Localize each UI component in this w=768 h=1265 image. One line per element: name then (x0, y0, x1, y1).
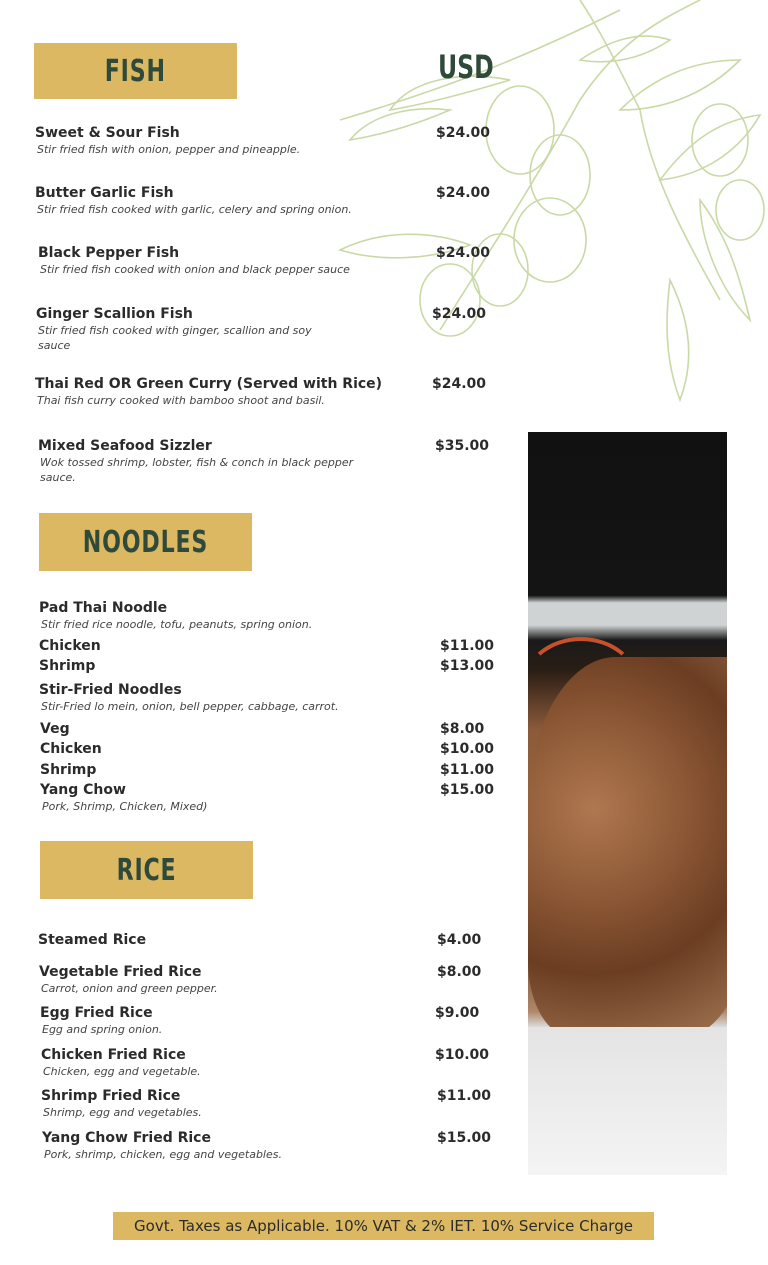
noodles-heading-text: NOODLES (82, 524, 209, 560)
item-description: Pork, shrimp, chicken, egg and vegetables. (44, 1148, 282, 1161)
menu-item (42, 1130, 282, 1162)
item-name: Chicken Fried Rice (41, 1047, 186, 1063)
menu-item (39, 964, 218, 996)
option-price: $8.00 (440, 721, 485, 737)
white-bowl (528, 1027, 727, 1175)
menu-item (39, 600, 312, 632)
menu-item (35, 376, 382, 408)
menu-item (35, 125, 300, 157)
item-name: Stir-Fried Noodles (39, 682, 182, 698)
item-description: Stir fried fish cooked with onion and black pepper sauce (40, 263, 350, 276)
menu-item (36, 306, 336, 353)
item-name: Steamed Rice (38, 932, 147, 948)
option-price: $11.00 (440, 638, 495, 654)
item-price: $4.00 (437, 932, 482, 948)
item-description: Carrot, onion and green pepper. (41, 982, 218, 995)
item-description: Stir fried rice noodle, tofu, peanuts, spring onion. (41, 618, 313, 631)
item-name: Pad Thai Noodle (39, 600, 168, 616)
currency-label: USD (438, 48, 494, 86)
item-price: $35.00 (435, 438, 490, 454)
option-name: Chicken (40, 741, 102, 757)
item-description: Chicken, egg and vegetable. (43, 1065, 201, 1078)
item-description: Pork, Shrimp, Chicken, Mixed) (42, 800, 208, 813)
item-description: Stir-Fried lo mein, onion, bell pepper, cabbage, carrot. (41, 700, 339, 713)
item-description: Egg and spring onion. (42, 1023, 163, 1036)
item-name: Yang Chow Fried Rice (42, 1130, 211, 1146)
menu-item (40, 782, 207, 814)
tax-notice-text: Govt. Taxes as Applicable. 10% VAT & 2% IET. 10% Service Charge (134, 1217, 633, 1235)
rice-heading-text: RICE (116, 852, 177, 888)
option-name: Shrimp (39, 658, 96, 674)
option-name: Shrimp (40, 762, 97, 778)
item-name: Black Pepper Fish (38, 245, 180, 261)
olive-branch-illustration (320, 0, 768, 420)
item-price: $10.00 (435, 1047, 490, 1063)
tax-notice-banner (113, 1212, 654, 1240)
item-price: $9.00 (435, 1005, 480, 1021)
menu-item (41, 1088, 202, 1120)
item-price: $8.00 (437, 964, 482, 980)
item-price: $24.00 (432, 376, 487, 392)
option-price: $13.00 (440, 658, 495, 674)
item-price: $24.00 (436, 245, 491, 261)
fish-section-heading (34, 43, 237, 99)
item-name: Thai Red OR Green Curry (Served with Rice) (35, 376, 383, 392)
item-price: $24.00 (432, 306, 487, 322)
option-name: Veg (40, 721, 70, 737)
option-price: $11.00 (440, 762, 495, 778)
menu-item (38, 438, 368, 485)
item-description: Stir fried fish with onion, pepper and pineapple. (37, 143, 301, 156)
item-description: Shrimp, egg and vegetables. (43, 1106, 202, 1119)
fish-heading-text: FISH (104, 53, 167, 89)
item-name: Shrimp Fried Rice (41, 1088, 181, 1104)
item-name: Mixed Seafood Sizzler (38, 438, 212, 454)
menu-item (40, 1005, 162, 1037)
menu-item (39, 682, 339, 714)
option-price: $10.00 (440, 741, 495, 757)
menu-item (35, 185, 352, 217)
menu-item (41, 1047, 201, 1079)
item-name: Ginger Scallion Fish (36, 306, 193, 322)
item-price: $24.00 (436, 125, 491, 141)
item-name: Egg Fried Rice (40, 1005, 153, 1021)
option-name: Yang Chow (40, 782, 126, 798)
item-description: Stir fried fish cooked with garlic, celery and spring onion. (37, 203, 352, 216)
item-description: Wok tossed shrimp, lobster, fish & conch in black pepper sauce. (40, 456, 354, 484)
item-name: Sweet & Sour Fish (35, 125, 180, 141)
item-price: $15.00 (437, 1130, 492, 1146)
item-name: Vegetable Fried Rice (39, 964, 202, 980)
item-price: $11.00 (437, 1088, 492, 1104)
item-name: Butter Garlic Fish (35, 185, 174, 201)
item-description: Stir fried fish cooked with ginger, scallion and soy sauce (38, 324, 312, 352)
menu-item (38, 932, 146, 949)
fried-rice-photo (528, 432, 727, 1175)
option-price: $15.00 (440, 782, 495, 798)
item-price: $24.00 (436, 185, 491, 201)
rice-section-heading (40, 841, 253, 899)
menu-item (38, 245, 350, 277)
item-description: Thai fish curry cooked with bamboo shoot and basil. (37, 394, 325, 407)
option-name: Chicken (39, 638, 101, 654)
noodles-section-heading (39, 513, 252, 571)
